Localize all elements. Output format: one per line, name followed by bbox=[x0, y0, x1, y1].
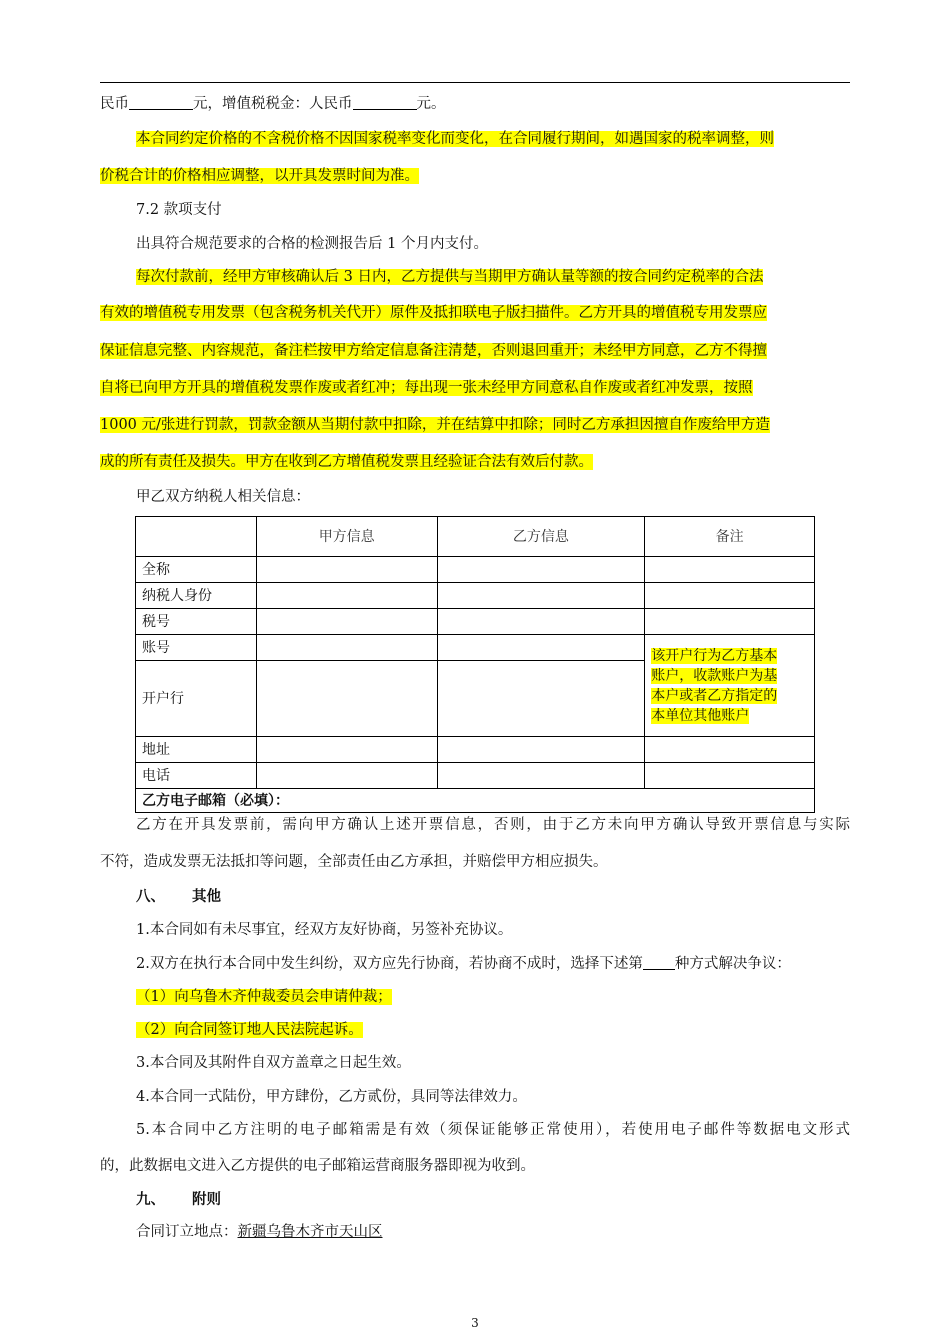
party-b-cell[interactable] bbox=[437, 737, 645, 763]
bank-note-cell bbox=[645, 635, 815, 737]
invoice-line-2: 有效的增值税专用发票（包含税务机关代开）原件及抵扣联电子版扫描件。乙方开具的增值税专用发票应 bbox=[100, 305, 767, 321]
bank-note-line: 账户，收款账户为基 bbox=[651, 667, 778, 684]
row-label: 税号 bbox=[136, 609, 257, 635]
taxpayer-info-table bbox=[135, 516, 815, 813]
party-b-cell[interactable] bbox=[437, 635, 645, 661]
section-9-heading bbox=[136, 1189, 850, 1211]
section-8-number: 八、 bbox=[136, 888, 165, 905]
table-row-taxpayer-status bbox=[136, 583, 815, 609]
invoice-line-4: 自将已向甲方开具的增值税发票作废或者红冲；每出现一张未经甲方同意私自作废或者红冲发票，按照 bbox=[100, 380, 753, 396]
clause-7-2-title: 7.2 款项支付 bbox=[136, 202, 222, 218]
table-row-address bbox=[136, 737, 815, 763]
row-label: 开户行 bbox=[136, 661, 257, 737]
party-b-cell[interactable] bbox=[437, 661, 645, 737]
section-8-item-4: 4.本合同一式陆份，甲方肆份，乙方贰份，具同等法律效力。 bbox=[136, 1089, 527, 1105]
section-8-title: 其他 bbox=[192, 888, 221, 905]
taxpayer-intro: 甲乙双方纳税人相关信息： bbox=[136, 489, 310, 505]
party-b-cell[interactable] bbox=[437, 557, 645, 583]
page-number: 3 bbox=[471, 1316, 479, 1330]
header-party-b: 乙方信息 bbox=[437, 517, 645, 557]
price-blank bbox=[129, 95, 193, 110]
contract-place-value: 新疆乌鲁木齐市天山区 bbox=[237, 1224, 383, 1240]
remarks-cell bbox=[645, 609, 815, 635]
header-blank-cell bbox=[136, 517, 257, 557]
after-table-line-2: 不符，造成发票无法抵扣等问题，全部责任由乙方承担，并赔偿甲方相应损失。 bbox=[100, 854, 608, 870]
price-prefix: 民币 bbox=[100, 96, 129, 112]
price-mid: 元，增值税税金：人民币 bbox=[193, 96, 353, 112]
remarks-cell bbox=[645, 583, 815, 609]
table-row-full-name bbox=[136, 557, 815, 583]
invoice-line-3: 保证信息完整、内容规范，备注栏按甲方给定信息备注清楚，否则退回重开；未经甲方同意，乙方不得擅 bbox=[100, 343, 767, 359]
bank-note-line: 本户或者乙方指定的 bbox=[651, 687, 778, 704]
section-8-item-5a: 5.本合同中乙方注明的电子邮箱需是有效（须保证能够正常使用），若使用电子邮件等数据电文形式 bbox=[136, 1122, 850, 1138]
row-label: 全称 bbox=[136, 557, 257, 583]
party-a-cell[interactable] bbox=[256, 609, 437, 635]
party-a-cell[interactable] bbox=[256, 557, 437, 583]
party-a-cell[interactable] bbox=[256, 635, 437, 661]
row-label: 纳税人身份 bbox=[136, 583, 257, 609]
remarks-cell bbox=[645, 737, 815, 763]
party-b-cell[interactable] bbox=[437, 583, 645, 609]
table-row-tax-id bbox=[136, 609, 815, 635]
party-b-cell[interactable] bbox=[437, 609, 645, 635]
payment-term: 出具符合规范要求的合格的检测报告后 1 个月内支付。 bbox=[136, 236, 488, 252]
table-row-phone bbox=[136, 763, 815, 789]
table-row-email bbox=[136, 789, 815, 813]
bank-note-line: 本单位其他账户 bbox=[651, 707, 750, 724]
after-table-line-1: 乙方在开具发票前，需向甲方确认上述开票信息，否则，由于乙方未向甲方确认导致开票信息与实际 bbox=[136, 817, 850, 833]
contract-place bbox=[136, 1221, 850, 1243]
header-party-a: 甲方信息 bbox=[256, 517, 437, 557]
section-8-item-3: 3.本合同及其附件自双方盖章之日起生效。 bbox=[136, 1055, 411, 1071]
invoice-line-5: 1000 元/张进行罚款，罚款金额从当期付款中扣除，并在结算中扣除；同时乙方承担因擅自作废给甲方造 bbox=[100, 417, 770, 433]
bank-note-line: 该开户行为乙方基本 bbox=[651, 647, 778, 664]
dispute-option-2: （2）向合同签订地人民法院起诉。 bbox=[136, 1022, 363, 1038]
tax-note-line-1: 本合同约定价格的不含税价格不因国家税率变化而变化，在合同履行期间，如遇国家的税率调整，则 bbox=[136, 131, 774, 147]
party-a-cell[interactable] bbox=[256, 763, 437, 789]
tax-note-line-2: 价税合计的价格相应调整，以开具发票时间为准。 bbox=[100, 168, 419, 184]
price-line bbox=[100, 93, 850, 115]
section-8-item-2: 2.双方在执行本合同中发生纠纷，双方应先行协商，若协商不成时，选择下述第 种方式解决争议： bbox=[136, 956, 791, 972]
row-label: 地址 bbox=[136, 737, 257, 763]
row-label: 电话 bbox=[136, 763, 257, 789]
table-header-row bbox=[136, 517, 815, 557]
table-row-account bbox=[136, 635, 815, 661]
party-a-cell[interactable] bbox=[256, 661, 437, 737]
party-a-cell[interactable] bbox=[256, 737, 437, 763]
party-a-cell[interactable] bbox=[256, 583, 437, 609]
section-8-item-5b: 的，此数据电文进入乙方提供的电子邮箱运营商服务器即视为收到。 bbox=[100, 1158, 535, 1174]
invoice-line-6: 成的所有责任及损失。甲方在收到乙方增值税发票且经验证合法有效后付款。 bbox=[100, 454, 593, 470]
price-suffix: 元。 bbox=[416, 96, 446, 112]
dispute-option-1: （1）向乌鲁木齐仲裁委员会申请仲裁； bbox=[136, 989, 392, 1005]
contract-place-label: 合同订立地点： bbox=[136, 1224, 238, 1240]
header-remarks: 备注 bbox=[645, 517, 815, 557]
invoice-line-1: 每次付款前，经甲方审核确认后 3 日内，乙方提供与当期甲方确认量等额的按合同约定税率的合法 bbox=[136, 269, 764, 285]
row-label: 账号 bbox=[136, 635, 257, 661]
section-9-title: 附则 bbox=[192, 1191, 221, 1208]
remarks-cell bbox=[645, 557, 815, 583]
header-rule bbox=[100, 82, 850, 83]
party-b-cell[interactable] bbox=[437, 763, 645, 789]
tax-blank bbox=[353, 95, 417, 110]
email-label-cell[interactable]: 乙方电子邮箱（必填）： bbox=[136, 789, 815, 813]
section-8-heading bbox=[136, 886, 850, 908]
section-9-number: 九、 bbox=[136, 1191, 165, 1208]
remarks-cell bbox=[645, 763, 815, 789]
section-8-item-1: 1.本合同如有未尽事宜，经双方友好协商，另签补充协议。 bbox=[136, 922, 513, 938]
dispute-method-blank[interactable] bbox=[643, 955, 675, 970]
